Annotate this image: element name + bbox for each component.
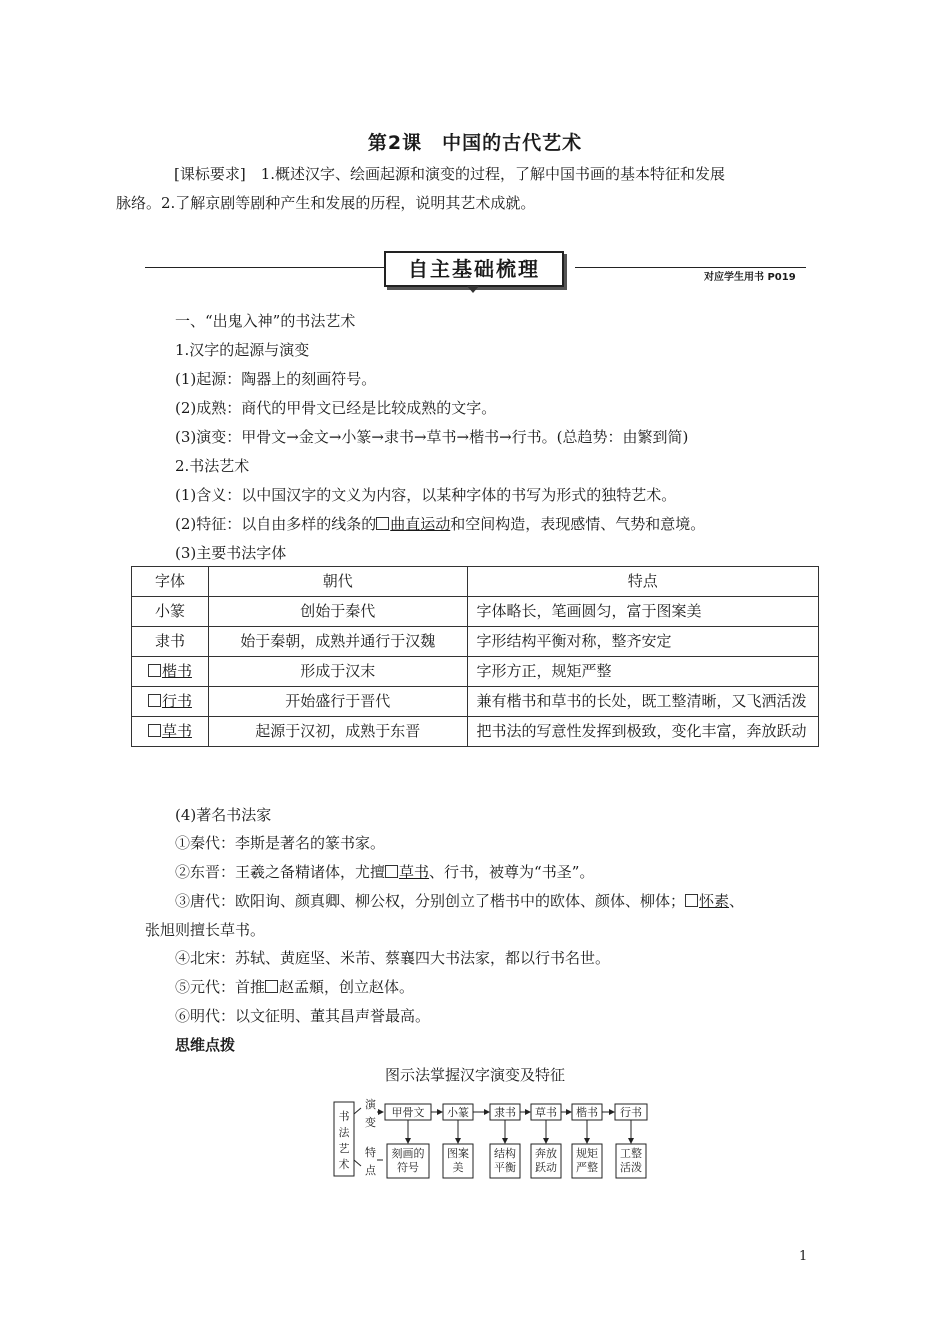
- requirements-line-2: 脉络。2.了解京剧等剧种产生和发展的历程，说明其艺术成就。: [116, 194, 536, 212]
- calligrapher-yuan: ⑤元代：首推 赵孟頫，创立赵体。: [175, 978, 415, 996]
- feature-label: 美: [452, 1161, 464, 1174]
- requirements-line-1: [课标要求] 1.概述汉字、绘画起源和演变的过程，了解中国书画的基本特征和发展: [174, 165, 726, 183]
- header-feature: 特点: [467, 567, 818, 597]
- feature-label: 跃动: [535, 1161, 557, 1174]
- table-row: [132, 717, 819, 747]
- banner-reference: 对应学生用书 P019: [704, 272, 796, 283]
- calligrapher-ming: ⑥明代：以文征明、董其昌声誉最高。: [175, 1007, 431, 1025]
- table-row: [132, 627, 819, 657]
- feature-label: 活泼: [620, 1161, 642, 1174]
- section-heading: 一、“出鬼入神”的书法艺术: [175, 312, 356, 330]
- thinking-label: 思维点拨: [175, 1036, 236, 1054]
- feature-cell: 字体略长，笔画圆匀，富于图案美: [467, 597, 818, 627]
- fill-blank: 曲直运动: [376, 515, 450, 533]
- calligrapher-qin: ①秦代：李斯是著名的篆书家。: [175, 834, 386, 852]
- calligrapher-tang-continued: 张旭则擅长草书。: [145, 921, 266, 939]
- feature-label: 奔放: [535, 1147, 557, 1160]
- feature-label: 结构: [494, 1147, 516, 1160]
- feature-label: 平衡: [494, 1161, 516, 1174]
- branch-evolve-char: 演: [365, 1098, 376, 1111]
- stage-label: 甲骨文: [391, 1106, 425, 1119]
- banner-arrow-icon: [467, 286, 479, 293]
- font-cell: 行书: [132, 687, 209, 717]
- header-font: 字体: [132, 567, 209, 597]
- feature-label: 符号: [397, 1161, 419, 1174]
- calligrapher-song: ④北宋：苏轼、黄庭坚、米芾、蔡襄四大书法家，都以行书名世。: [175, 949, 611, 967]
- branch-evolve-char: 变: [365, 1116, 376, 1129]
- blank-box-icon: [148, 664, 161, 677]
- subheading-calligraphy: 2.书法艺术: [175, 457, 250, 475]
- root-char: 术: [338, 1158, 350, 1171]
- fonts-table: [131, 566, 819, 747]
- table-row: [132, 657, 819, 687]
- dynasty-cell: 起源于汉初，成熟于东晋: [208, 717, 467, 747]
- blank-box-icon: [685, 894, 698, 907]
- blank-box-icon: [385, 865, 398, 878]
- feature-label: 工整: [620, 1147, 642, 1160]
- blank-box-icon: [148, 724, 161, 737]
- dynasty-cell: 始于秦朝，成熟并通行于汉魏: [208, 627, 467, 657]
- stage-label: 草书: [535, 1106, 557, 1119]
- feature-label: 规矩: [576, 1147, 598, 1160]
- fonts-heading: (3)主要书法字体: [175, 544, 287, 562]
- table-header-row: [132, 567, 819, 597]
- figure-title: 图示法掌握汉字演变及特征: [384, 1066, 565, 1084]
- root-char: 书: [338, 1110, 350, 1123]
- page-title: 第2课 中国的古代艺术: [367, 132, 583, 154]
- meaning-text: (1)含义：以中国汉字的文义为内容，以某种字体的书写为形式的独特艺术。: [175, 486, 677, 504]
- stage-label: 行书: [620, 1106, 642, 1119]
- font-cell: 草书: [132, 717, 209, 747]
- root-char: 艺: [338, 1142, 350, 1155]
- feature-text: (2)特征：以自由多样的线条的 曲直运动和空间构造，表现感情、气势和意境。: [175, 515, 706, 533]
- subheading-origin-evolution: 1.汉字的起源与演变: [175, 341, 310, 359]
- feature-label: 图案: [447, 1147, 469, 1160]
- dynasty-cell: 形成于汉末: [208, 657, 467, 687]
- feature-cell: 兼有楷书和草书的长处，既工整清晰，又飞洒活泼: [467, 687, 818, 717]
- evolution-text: (3)演变：甲骨文→金文→小篆→隶书→草书→楷书→行书。(总趋势：由繁到简): [175, 428, 689, 446]
- curriculum-requirements: [116, 160, 805, 218]
- header-dynasty: 朝代: [208, 567, 467, 597]
- branch-feature-char: 特: [365, 1146, 376, 1159]
- feature-cell: 字形结构平衡对称，整齐安定: [467, 627, 818, 657]
- page-number: 1: [799, 1249, 808, 1264]
- table-row: [132, 597, 819, 627]
- stage-label: 小篆: [447, 1106, 469, 1119]
- feature-cell: 把书法的写意性发挥到极致，变化丰富，奔放跃动: [467, 717, 818, 747]
- font-cell: 小篆: [132, 597, 209, 627]
- stage-label: 隶书: [494, 1106, 516, 1119]
- dynasty-cell: 创始于秦代: [208, 597, 467, 627]
- font-cell: 隶书: [132, 627, 209, 657]
- calligrapher-tang: ③唐代：欧阳询、颜真卿、柳公权，分别创立了楷书中的欧体、颜体、柳体； 怀素、: [175, 892, 745, 910]
- section-banner: 自主基础梳理: [384, 251, 564, 287]
- blank-box-icon: [376, 517, 389, 530]
- branch-feature-char: 点: [365, 1164, 376, 1177]
- calligrapher-jin: ②东晋：王羲之备精诸体，尤擅 草书、行书，被尊为“书圣”。: [175, 863, 595, 881]
- font-cell: 楷书: [132, 657, 209, 687]
- blank-box-icon: [148, 694, 161, 707]
- table-row: [132, 687, 819, 717]
- dynasty-cell: 开始盛行于晋代: [208, 687, 467, 717]
- feature-label: 刻画的: [391, 1147, 425, 1160]
- calligraphers-heading: (4)著名书法家: [175, 806, 272, 824]
- root-char: 法: [338, 1126, 350, 1139]
- banner-rule-left: [145, 267, 384, 268]
- origin-text: (1)起源：陶器上的刻画符号。: [175, 370, 377, 388]
- feature-label: 严整: [576, 1161, 598, 1174]
- feature-cell: 字形方正，规矩严整: [467, 657, 818, 687]
- blank-box-icon: [265, 980, 278, 993]
- evolution-diagram: [333, 1094, 653, 1182]
- stage-label: 楷书: [576, 1106, 598, 1119]
- mature-text: (2)成熟：商代的甲骨文已经是比较成熟的文字。: [175, 399, 497, 417]
